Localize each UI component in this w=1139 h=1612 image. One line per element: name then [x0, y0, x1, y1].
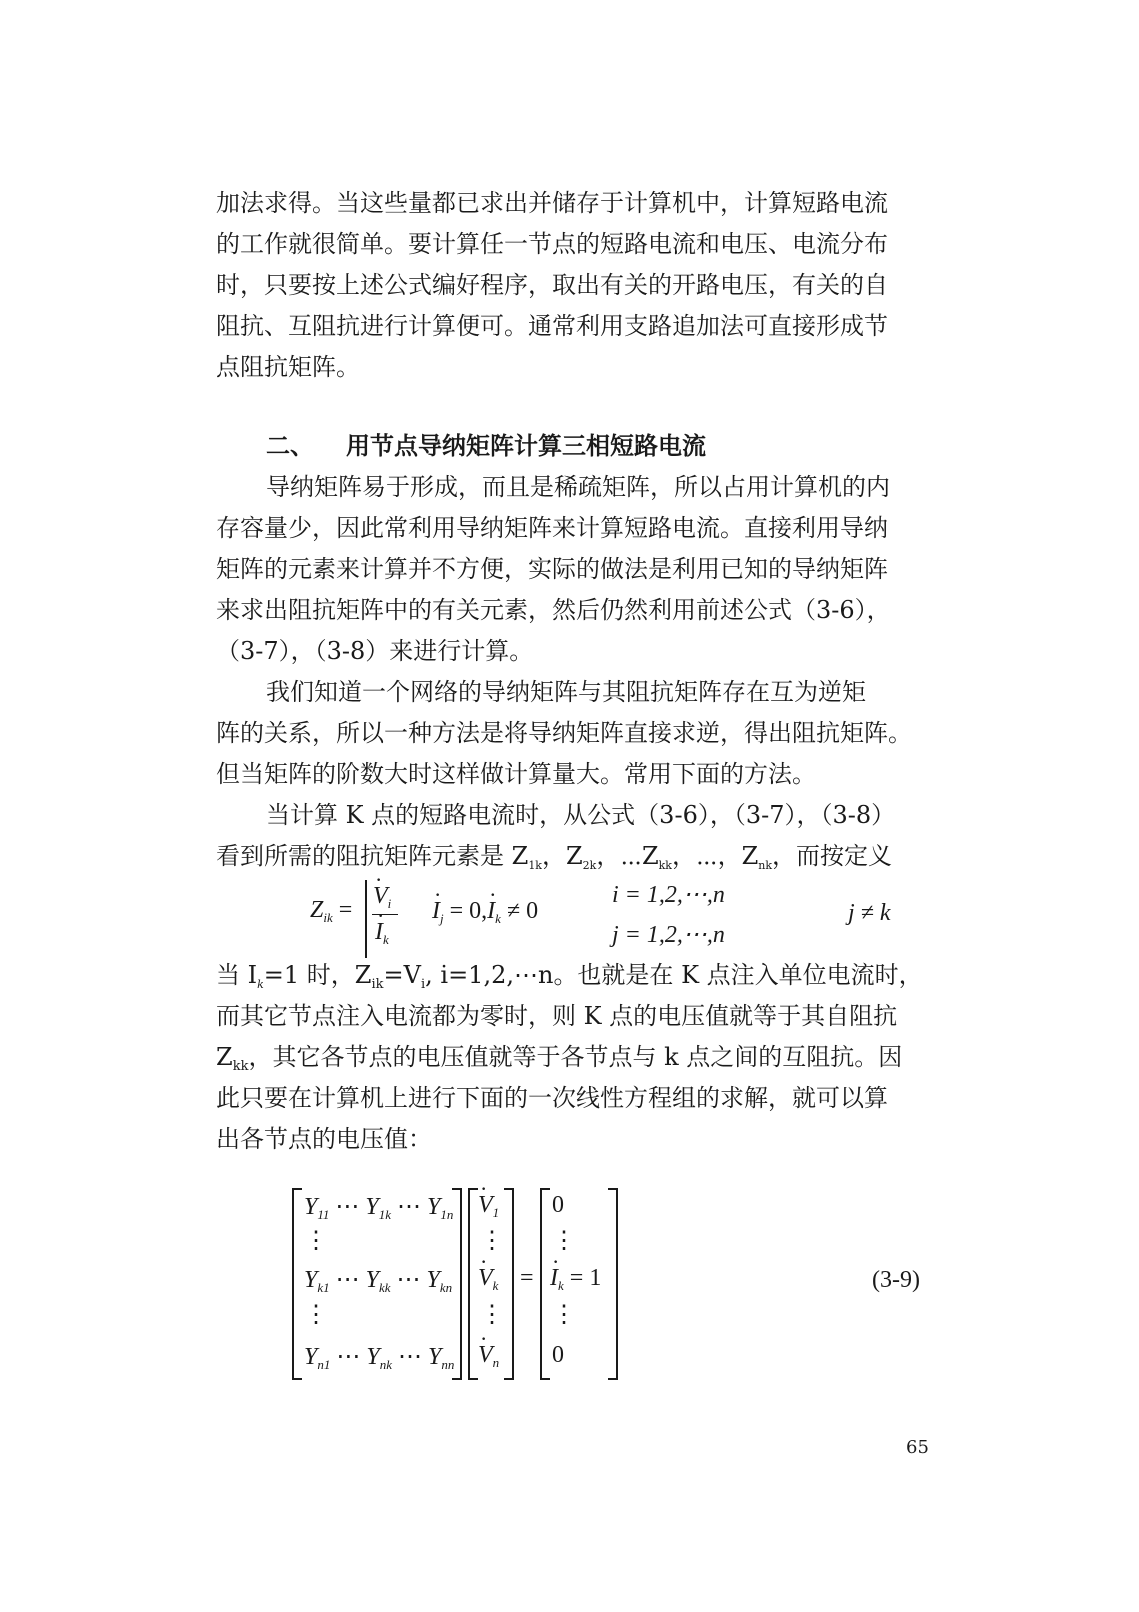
paragraph2-line5: （3-7），（3-8）来进行计算。: [216, 637, 534, 665]
matrix-equals-sign: =: [520, 1265, 534, 1291]
y-matrix-row-n: $Y_{n1}$ ⋯ $Y_{nk}$ ⋯ $Y_{nn}$: [304, 1344, 455, 1372]
paragraph5-line4: 此只要在计算机上进行下面的一次线性方程组的求解，就可以算: [216, 1084, 888, 1112]
rhs-vector-top: 0: [552, 1192, 564, 1218]
eq-denominator: · $I_k$: [375, 919, 389, 948]
rhs-vector-bottom: 0: [552, 1342, 564, 1368]
eq-j-neq-k: j ≠ k: [848, 900, 891, 926]
v-vector-vdots1: ⋮: [480, 1228, 504, 1254]
section-heading: [266, 431, 1006, 461]
paragraph4-line2-suffix: ，而按定义: [772, 842, 892, 870]
paragraph2-line4: 来求出阻抗矩阵中的有关元素，然后仍然利用前述公式（3-6），: [216, 596, 891, 624]
paragraph5-line1: 当 $I_k=1$ 时，$Z_{ik}=V_i$, i=1,2,⋯n。也就是在 K 点注入单位电流时，: [216, 961, 923, 992]
paragraph2-line1: 导纳矩阵易于形成，而且是稀疏矩阵，所以占用计算机的内: [266, 473, 890, 501]
rhs-vector-left-bracket: [540, 1188, 550, 1380]
v-vector-vk: · $V_k$: [478, 1265, 498, 1294]
v-vector-left-bracket: [468, 1188, 478, 1380]
rhs-vector-vdots2: ⋮: [552, 1302, 576, 1328]
paragraph4-line2: 看到所需的阻抗矩阵元素是 $Z_{1k}$，$Z_{2k}$，$\cdots Z_{kk}$，⋯，$Z_{nk}$，而按定义: [216, 842, 892, 872]
paragraph1-line2: 的工作就很简单。要计算任一节点的短路电流和电压、电流分布: [216, 230, 888, 258]
section-number: 二、: [266, 431, 314, 460]
paragraph3-line3: 但当矩阵的阶数大时这样做计算量大。常用下面的方法。: [216, 760, 816, 788]
paragraph2-line3: 矩阵的元素来计算并不方便，实际的做法是利用已知的导纳矩阵: [216, 555, 888, 583]
y-matrix-vdots1: ⋮: [304, 1228, 328, 1254]
paragraph4-line1: 当计算 K 点的短路电流时，从公式（3-6），（3-7），（3-8）: [266, 801, 896, 829]
paragraph5-line5: 出各节点的电压值：: [216, 1125, 432, 1153]
paragraph5-line2: 而其它节点注入电流都为零时，则 K 点的电压值就等于其自阻抗: [216, 1002, 898, 1030]
eq-evaluation-bar: [365, 880, 367, 958]
eq-range-i: i = 1,2,⋯,n: [612, 882, 725, 908]
paragraph3-line1: 我们知道一个网络的导纳矩阵与其阻抗矩阵存在互为逆矩: [266, 678, 866, 706]
eq-numerator: · $V_i$: [373, 883, 391, 912]
y-matrix-row-k: $Y_{k1}$ ⋯ $Y_{kk}$ ⋯ $Y_{kn}$: [304, 1267, 453, 1295]
page-number: 65: [906, 1437, 929, 1458]
paragraph2-line2: 存容量少，因此常利用导纳矩阵来计算短路电流。直接利用导纳: [216, 514, 888, 542]
v-vector-vdots2: ⋮: [480, 1302, 504, 1328]
paragraph3-line2: 阵的关系，所以一种方法是将导纳矩阵直接求逆，得出阻抗矩阵。: [216, 719, 912, 747]
eq-lhs: $Z_{ik}$ =: [310, 897, 353, 925]
y-matrix-vdots2: ⋮: [304, 1302, 328, 1328]
v-vector-vn: · $V_n$: [478, 1342, 499, 1371]
rhs-vector-ik: · $I_k = 1$: [550, 1265, 601, 1294]
v-vector-right-bracket: [504, 1188, 514, 1380]
rhs-vector-right-bracket: [608, 1188, 618, 1380]
eq-condition: · $I_j = 0,\cdot I_k \ne 0$: [432, 898, 538, 927]
equation-number: (3-9): [872, 1267, 920, 1293]
rhs-vector-vdots1: ⋮: [552, 1228, 576, 1254]
paragraph4-line2-prefix: 看到所需的阻抗矩阵元素是 Z: [216, 842, 529, 870]
section-title: 用节点导纳矩阵计算三相短路电流: [346, 431, 706, 460]
eq-fraction-line: [372, 914, 398, 915]
y-matrix-row1: $Y_{11}$ ⋯ $Y_{1k}$ ⋯ $Y_{1n}$: [304, 1194, 454, 1222]
paragraph1-line5: 点阻抗矩阵。: [216, 353, 360, 381]
v-vector-v1: · $V_1$: [478, 1192, 499, 1221]
paragraph1-line4: 阻抗、互阻抗进行计算便可。通常利用支路追加法可直接形成节: [216, 312, 888, 340]
y-matrix-left-bracket: [292, 1188, 302, 1380]
paragraph1-line1: 加法求得。当这些量都已求出并储存于计算机中，计算短路电流: [216, 189, 888, 217]
paragraph5-line3: $Z_{kk}$，其它各节点的电压值就等于各节点与 k 点之间的互阻抗。因: [216, 1043, 903, 1074]
paragraph1-line3: 时，只要按上述公式编好程序，取出有关的开路电压，有关的自: [216, 271, 888, 299]
eq-range-j: j = 1,2,⋯,n: [612, 922, 725, 948]
